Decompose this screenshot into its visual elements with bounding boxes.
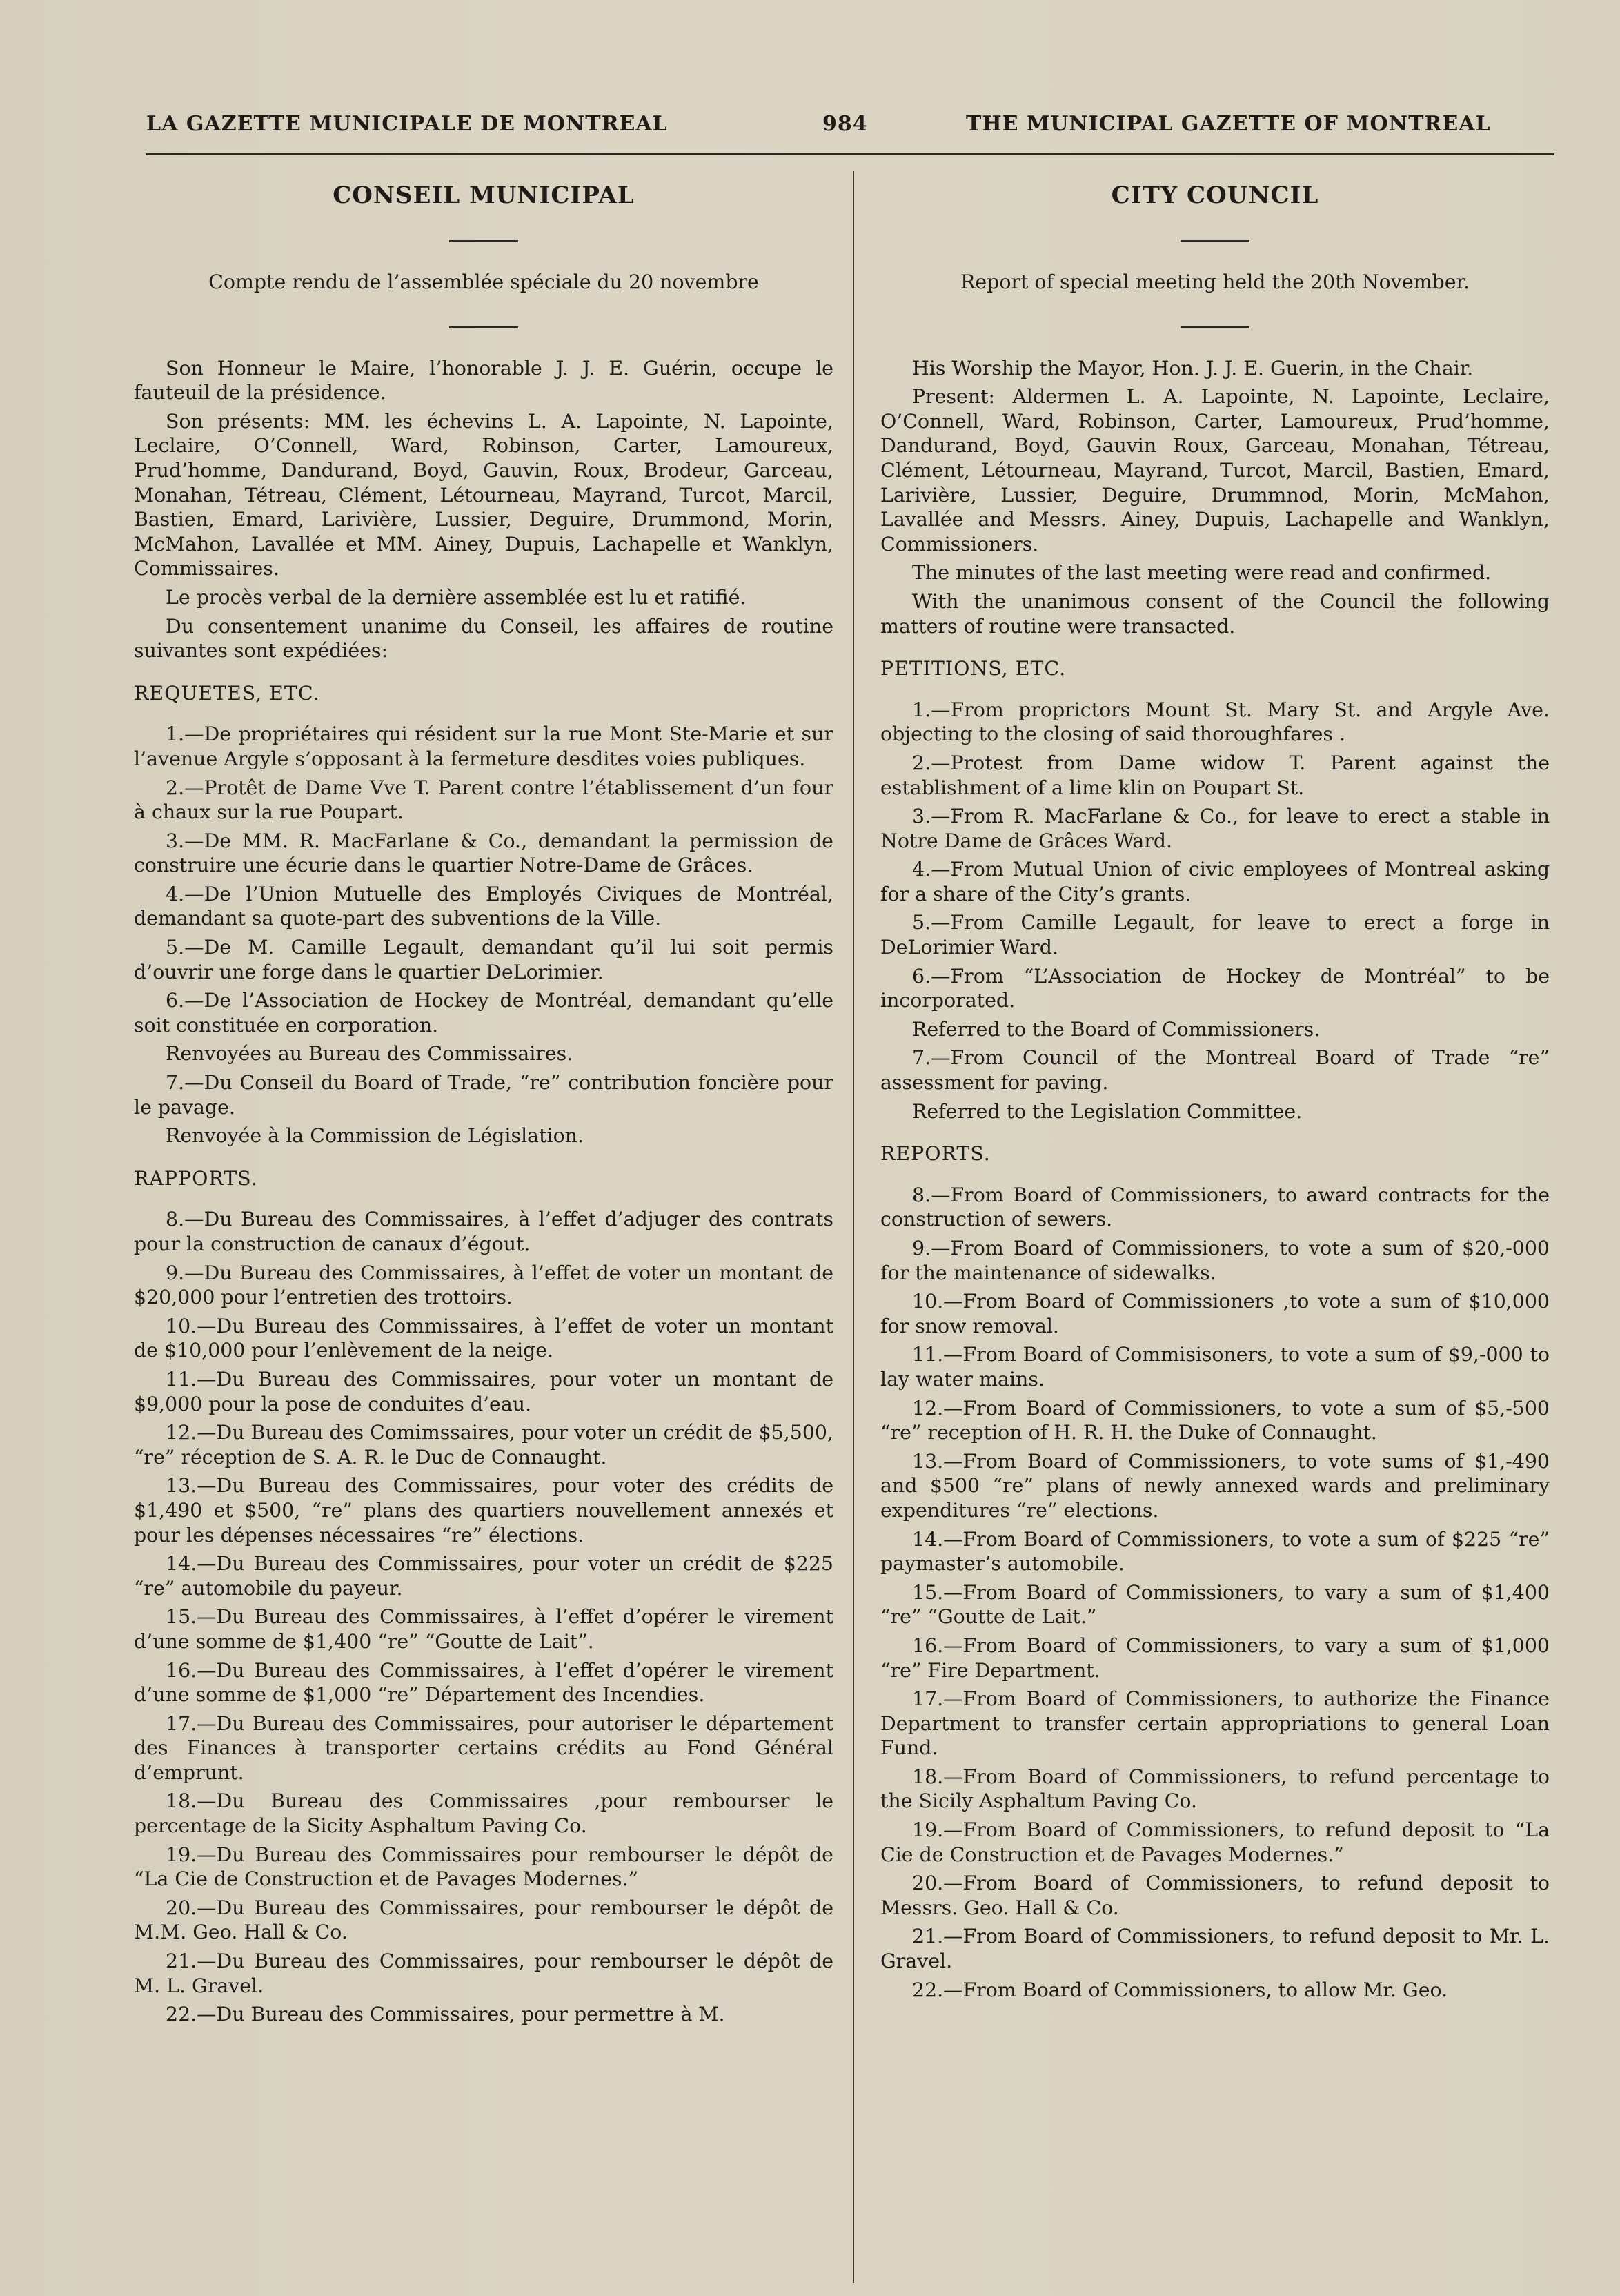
english-item: 7.—From Council of the Montreal Board of Trade “re” assessment for paving. xyxy=(880,1046,1550,1095)
page-header xyxy=(146,112,1554,146)
french-referral: Renvoyées au Bureau des Commissaires. xyxy=(166,1042,573,1066)
french-referral: Renvoyée à la Commission de Législation. xyxy=(166,1124,584,1148)
french-item: 4.—De l’Union Mutuelle des Employés Civiques de Montréal, demandant sa quote-part des subventions de la Ville. xyxy=(134,882,833,930)
french-item: 2.—Protêt de Dame Vve T. Parent contre l’établissement d’un four à chaux sur la rue Poupart. xyxy=(134,776,833,824)
english-item: 17.—From Board of Commissioners, to authorize the Finance Department to transfer certain appropriations to general Loan Fund. xyxy=(880,1687,1550,1760)
french-item: 10.—Du Bureau des Commissaires, à l’effet de voter un montant de $10,000 pour l’enlèvement de la neige. xyxy=(134,1314,833,1362)
english-item: 3.—From R. MacFarlane & Co., for leave to erect a stable in Notre Dame de Grâces Ward. xyxy=(880,805,1550,852)
french-item: 6.—De l’Association de Hockey de Montréal, demandant qu’elle soit constituée en corporation. xyxy=(134,989,833,1037)
english-subtitle: Report of special meeting held the 20th November. xyxy=(960,271,1470,293)
english-item: 6.—From “L’Association de Hockey de Montréal” to be incorporated. xyxy=(880,964,1550,1012)
french-item: 1.—De propriétaires qui résident sur la rue Mont Ste-Marie et sur l’avenue Argyle s’opposant à la fermeture desdites voies publiques. xyxy=(134,723,833,770)
french-item: 22.—Du Bureau des Commissaires, pour permettre à M. xyxy=(166,2003,725,2026)
french-item: 11.—Du Bureau des Commissaires, pour voter un montant de $9,000 pour la pose de conduites d’eau. xyxy=(134,1367,833,1415)
french-item: 16.—Du Bureau des Commissaires, à l’effet d’opérer le virement d’une somme de $1,000 “re” Département des Incendies. xyxy=(134,1658,833,1707)
english-item: 2.—Protest from Dame widow T. Parent against the establishment of a lime klin on Poupart St. xyxy=(880,751,1550,799)
english-section-heading: PETITIONS, ETC. xyxy=(880,657,1067,680)
column-divider xyxy=(853,171,854,2283)
english-item: 1.—From proprictors Mount St. Mary St. and Argyle Ave. objecting to the closing of said thoroughfares . xyxy=(880,698,1550,746)
french-intro-paragraph: Le procès verbal de la dernière assemblée est lu et ratifié. xyxy=(166,585,747,609)
english-intro-paragraph: Present: Aldermen L. A. Lapointe, N. Lapointe, Leclaire, O’Connell, Ward, Robinson, Carter, Lamoureux, Prud’homme, Dandurand, Boyd, Gauvin Roux, Garceau, Monahan, Tétreau, Clément, Létourneau, Mayrand, Turcot, Marcil, Bastien, Emard, Larivière, Lussier, Deguire, Drummnod, Morin, McMahon, Lavallée and Messrs. Ainey, Dupuis, Lachapelle and Wanklyn, Commissioners. xyxy=(880,385,1550,556)
english-referral: Referred to the Legislation Committee. xyxy=(912,1099,1303,1123)
english-intro-paragraph: His Worship the Mayor, Hon. J. J. E. Guerin, in the Chair. xyxy=(912,356,1474,380)
french-item: 13.—Du Bureau des Commissaires, pour voter des crédits de $1,490 et $500, “re” plans des quartiers nouvellement annexés et pour les dépenses nécessaires “re” élections. xyxy=(134,1474,833,1547)
english-item: 13.—From Board of Commissioners, to vote sums of $1,-490 and $500 “re” plans of newly annexed wards and preliminary expenditures “re” elections. xyxy=(880,1449,1550,1522)
english-item: 18.—From Board of Commissioners, to refund percentage to the Sicily Asphaltum Paving Co. xyxy=(880,1765,1550,1813)
french-subtitle: Compte rendu de l’assemblée spéciale du 20 novembre xyxy=(208,271,759,293)
english-item: 5.—From Camille Legault, for leave to erect a forge in DeLorimier Ward. xyxy=(880,911,1550,959)
english-item: 19.—From Board of Commissioners, to refund deposit to “La Cie de Construction et de Pavages Modernes.” xyxy=(880,1818,1550,1866)
french-item: 17.—Du Bureau des Commissaires, pour autoriser le département des Finances à transporter certains crédits au Fond Général d’emprunt. xyxy=(134,1711,833,1784)
english-item: 20.—From Board of Commissioners, to refund deposit to Messrs. Geo. Hall & Co. xyxy=(880,1872,1550,1919)
french-item: 20.—Du Bureau des Commissaires, pour rembourser le dépôt de M.M. Geo. Hall & Co. xyxy=(134,1896,833,1944)
title-rule xyxy=(1181,240,1249,242)
french-column xyxy=(134,173,833,2031)
english-item: 16.—From Board of Commissioners, to vary a sum of $1,000 “re” Fire Department. xyxy=(880,1633,1550,1682)
french-section-heading: RAPPORTS. xyxy=(134,1166,258,1190)
french-title: CONSEIL MUNICIPAL xyxy=(333,181,635,209)
french-item: 12.—Du Bureau des Comimssaires, pour voter un crédit de $5,500, “re” réception de S. A. R. le Duc de Connaught. xyxy=(134,1421,833,1469)
french-item: 3.—De MM. R. MacFarlane & Co., demandant la permission de construire une écurie dans le quartier Notre-Dame de Grâces. xyxy=(134,829,833,877)
english-title: CITY COUNCIL xyxy=(1111,181,1319,209)
english-referral: Referred to the Board of Commissioners. xyxy=(912,1017,1321,1041)
english-item: 4.—From Mutual Union of civic employees of Montreal asking for a share of the City’s grants. xyxy=(880,858,1550,905)
french-item: 8.—Du Bureau des Commissaires, à l’effet d’adjuger des contrats pour la construction de canaux d’égout. xyxy=(134,1208,833,1255)
page-number: 984 xyxy=(822,112,868,136)
english-column xyxy=(880,173,1550,2006)
english-item: 14.—From Board of Commissioners, to vote a sum of $225 “re” paymaster’s automobile. xyxy=(880,1527,1550,1576)
french-intro-paragraph: Son présents: MM. les échevins L. A. Lapointe, N. Lapointe, Leclaire, O’Connell, Ward, Robinson, Carter, Lamoureux, Prud’homme, Dandurand, Boyd, Gauvin, Roux, Brodeur, Garceau, Monahan, Tétreau, Clément, Létourneau, Mayrand, Turcot, Marcil, Bastien, Emard, Larivière, Lussier, Deguire, Drummond, Morin, McMahon, Lavallée et MM. Ainey, Dupuis, Lachapelle et Wanklyn, Commissaires. xyxy=(134,409,833,580)
french-item: 9.—Du Bureau des Commissaires, à l’effet de voter un montant de $20,000 pour l’entretien des trottoirs. xyxy=(134,1261,833,1309)
english-item: 15.—From Board of Commissioners, to vary a sum of $1,400 “re” “Goutte de Lait.” xyxy=(880,1580,1550,1629)
french-item: 5.—De M. Camille Legault, demandant qu’il lui soit permis d’ouvrir une forge dans le quartier DeLorimier. xyxy=(134,936,833,983)
french-item: 21.—Du Bureau des Commissaires, pour rembourser le dépôt de M. L. Gravel. xyxy=(134,1950,833,1997)
english-item: 11.—From Board of Commisisoners, to vote a sum of $9,-000 to lay water mains. xyxy=(880,1343,1550,1391)
english-item: 12.—From Board of Commissioners, to vote a sum of $5,-500 “re” reception of H. R. H. the Duke of Connaught. xyxy=(880,1396,1550,1444)
english-item: 10.—From Board of Commissioners ,to vote a sum of $10,000 for snow removal. xyxy=(880,1290,1550,1337)
subtitle-rule xyxy=(1181,326,1249,328)
english-item: 8.—From Board of Commissioners, to award contracts for the construction of sewers. xyxy=(880,1183,1550,1231)
subtitle-rule xyxy=(449,326,518,328)
english-section-heading: REPORTS. xyxy=(880,1142,991,1166)
header-rule xyxy=(146,153,1554,155)
header-french-title: LA GAZETTE MUNICIPALE DE MONTREAL xyxy=(146,112,668,136)
english-intro-paragraph: The minutes of the last meeting were read and confirmed. xyxy=(912,561,1492,585)
title-rule xyxy=(449,240,518,242)
french-section-heading: REQUETES, ETC. xyxy=(134,681,320,705)
english-item: 9.—From Board of Commissioners, to vote a sum of $20,-000 for the maintenance of sidewalks. xyxy=(880,1237,1550,1284)
english-item: 21.—From Board of Commissioners, to refund deposit to Mr. L. Gravel. xyxy=(880,1925,1550,1973)
english-item: 22.—From Board of Commissioners, to allow Mr. Geo. xyxy=(912,1978,1448,2001)
french-item: 19.—Du Bureau des Commissaires pour rembourser le dépôt de “La Cie de Construction et de Pavages Modernes.” xyxy=(134,1843,833,1891)
english-intro-paragraph: With the unanimous consent of the Council the following matters of routine were transacted. xyxy=(880,589,1550,638)
french-item: 14.—Du Bureau des Commissaires, pour voter un crédit de $225 “re” automobile du payeur. xyxy=(134,1552,833,1600)
french-intro-paragraph: Du consentement unanime du Conseil, les affaires de routine suivantes sont expédiées: xyxy=(134,614,833,663)
french-intro-paragraph: Son Honneur le Maire, l’honorable J. J. E. Guérin, occupe le fauteuil de la présidence. xyxy=(134,356,833,404)
french-item: 7.—Du Conseil du Board of Trade, “re” contribution foncière pour le pavage. xyxy=(134,1071,833,1119)
french-item: 15.—Du Bureau des Commissaires, à l’effet d’opérer le virement d’une somme de $1,400 “re” “Goutte de Lait”. xyxy=(134,1605,833,1653)
header-english-title: THE MUNICIPAL GAZETTE OF MONTREAL xyxy=(966,112,1491,136)
french-item: 18.—Du Bureau des Commissaires ,pour rembourser le percentage de la Sicity Asphaltum Paving Co. xyxy=(134,1789,833,1838)
